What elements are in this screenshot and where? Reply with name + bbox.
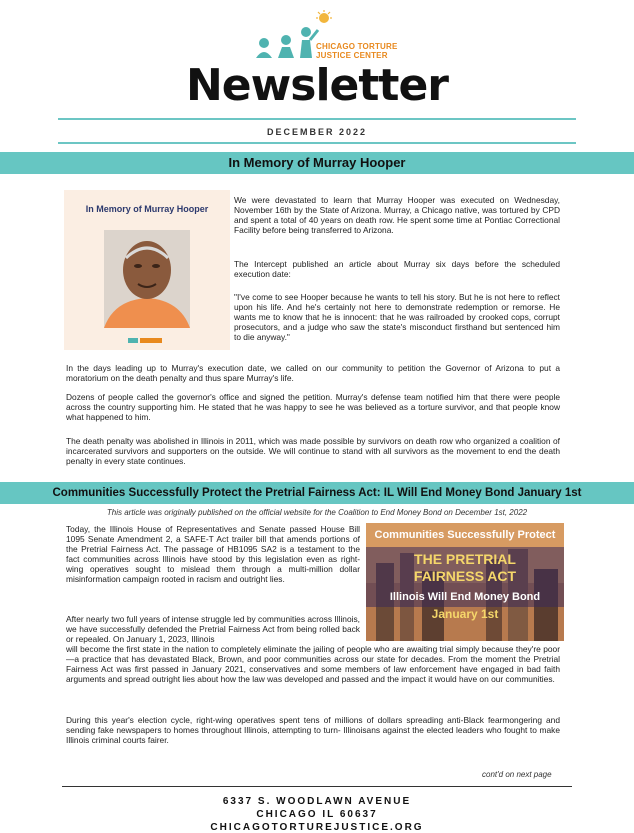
org-name: CHICAGO TORTURE JUSTICE CENTER xyxy=(316,42,398,60)
source-note: This article was originally published on the official website for the Coalition to End Money Bond on December 1st, 2022 xyxy=(106,508,528,517)
portrait-image xyxy=(104,230,190,328)
art-headline: Communities Successfully Protect xyxy=(374,529,556,541)
continued-note: cont'd on next page xyxy=(482,770,552,779)
website-link[interactable]: CHICAGOTORTUREJUSTICE.ORG xyxy=(210,822,424,833)
paragraph: will become the first state in the nation to completely eliminate the jailing of people who are awaiting trial simply because they're poor—a practice that has devastated Black, Brown, and poor communities across our state for decades. From the moment the Pretrial Fairness Act was first passed in January 2021, conservatives and some members of law enforcement have engaged in bad faith arguments and spread outright lies about how the law was developed and passed and the impact it would have on our communities. xyxy=(66,644,560,684)
section-heading: In Memory of Murray Hooper xyxy=(0,152,634,174)
memorial-photo xyxy=(64,190,230,350)
art-subline: Illinois Will End Money Bond xyxy=(389,591,541,603)
paragraph: After nearly two full years of intense struggle led by communities across Illinois, we have successfully defended the Pretrial Fairness Act from being rolled back or repealed. On January 1, 2023, Illinois xyxy=(66,614,360,644)
footer-divider xyxy=(62,786,572,787)
address-city: CHICAGO IL 60637 xyxy=(256,809,378,820)
paragraph: In the days leading up to Murray's execution date, we called on our community to petition the Governor of Arizona to put a moratorium on the death penalty and thus spare Murray's life. xyxy=(66,363,560,383)
title-divider xyxy=(58,118,576,120)
small-logo-icon xyxy=(128,336,162,344)
date-divider xyxy=(58,142,576,144)
art-act-name: THE PRETRIAL FAIRNESS ACT xyxy=(413,551,517,584)
issue-date: DECEMBER 2022 xyxy=(266,127,368,137)
section-heading: Communities Successfully Protect the Pretrial Fairness Act: IL Will End Money Bond January 1st xyxy=(0,482,634,504)
art-date: January 1st xyxy=(431,607,499,621)
article-graphic xyxy=(366,523,564,641)
newsletter-title: Newsletter xyxy=(185,60,449,111)
photo-caption: In Memory of Murray Hooper xyxy=(85,204,209,214)
paragraph: The Intercept published an article about Murray six days before the scheduled execution date: xyxy=(234,259,560,279)
paragraph: During this year's election cycle, right-wing operatives spent tens of millions of dollars spreading anti-Black fearmongering and sending fake newspapers to homes throughout Illinois, attempting to turn- Illinoisans against the elected leaders who fought to make Illinois criminal courts fairer. xyxy=(66,715,560,745)
paragraph: Dozens of people called the governor's office and signed the petition. Murray's defense team notified him that there were people across the country supporting him. He stated that he was happy to see he was believed as a torture survivor, and that people know what happened to him. xyxy=(66,392,560,422)
quote-paragraph: "I've come to see Hooper because he wants to tell his story. But he is not here to reflect upon his life. And he's certainly not here to demonstrate redemption or remorse. He wants me to know that he is innocent: that he was railroaded by crooked cops, corrupt prosecutors, and a judge who saw the state's misconduct firsthand but sentenced him to die anyway." xyxy=(234,292,560,342)
paragraph: We were devastated to learn that Murray Hooper was executed on Wednesday, November 16th by the State of Arizona. Murray, a Chicago native, was tortured by CPD and spent a total of 40 years on death row. He spent some time at Pontiac Correctional Facility before being transferred to Arizona. xyxy=(234,195,560,235)
paragraph: The death penalty was abolished in Illinois in 2011, which was made possible by survivors on death row who organized a coalition of incarcerated survivors and supporters on the outside. We will continue to stand with all survivors as the movement to end the death penalty in every state continues. xyxy=(66,436,560,466)
paragraph: Today, the Illinois House of Representatives and Senate passed House Bill 1095 Senate Amendment 2, a SAFE-T Act trailer bill that amends portions of the Pretrial Fairness Act. The passage of HB1095 SA2 is a testament to the fact communities across Illinois have stood by this legislation even as right-wing operatives sought to mislead them through a multi-million dollar misinformation campaign rooted in racism and outright lies. xyxy=(66,524,360,584)
address-street: 6337 S. WOODLAWN AVENUE xyxy=(222,796,412,807)
